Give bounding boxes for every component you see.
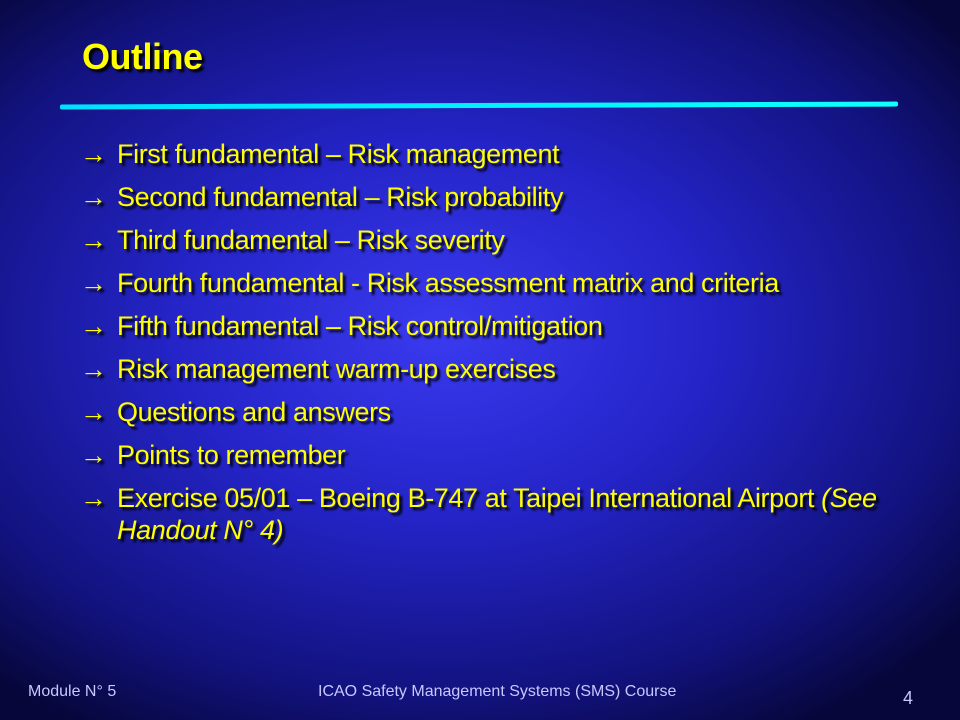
list-item-text: Third fundamental – Risk severity <box>117 225 505 255</box>
outline-list <box>80 138 880 557</box>
right-arrow-icon: → <box>80 354 107 384</box>
list-item <box>80 396 880 428</box>
list-item <box>80 181 880 213</box>
right-arrow-icon: → <box>80 311 107 341</box>
right-arrow-icon: → <box>80 440 107 470</box>
title-underline <box>60 102 898 110</box>
right-arrow-icon: → <box>80 268 107 298</box>
list-item-text: Fifth fundamental – Risk control/mitigation <box>117 311 603 341</box>
right-arrow-icon: → <box>80 182 107 212</box>
list-item <box>80 482 880 546</box>
footer-course: ICAO Safety Management Systems (SMS) Course <box>318 683 677 700</box>
list-item-text: Fourth fundamental - Risk assessment matrix and criteria <box>117 268 779 298</box>
slide-title: Outline <box>82 36 203 77</box>
list-item <box>80 224 880 256</box>
right-arrow-icon: → <box>80 483 107 513</box>
list-item-text: Risk management warm-up exercises <box>117 354 556 384</box>
handout-reference: (See Handout N° 4) <box>117 483 877 545</box>
list-item <box>80 267 880 299</box>
list-item-text: First fundamental – Risk management <box>117 139 560 169</box>
list-item <box>80 353 880 385</box>
right-arrow-icon: → <box>80 397 107 427</box>
list-item-text: Second fundamental – Risk probability <box>117 182 563 212</box>
list-item-text: Points to remember <box>117 440 346 470</box>
list-item <box>80 138 880 170</box>
list-item-text: Exercise 05/01 – Boeing B-747 at Taipei International Airport <box>117 483 822 513</box>
list-item-text: Questions and answers <box>117 397 391 427</box>
right-arrow-icon: → <box>80 139 107 169</box>
right-arrow-icon: → <box>80 225 107 255</box>
list-item <box>80 310 880 342</box>
page-number: 4 <box>903 688 914 708</box>
footer-module: Module N° 5 <box>28 683 117 700</box>
list-item <box>80 439 880 471</box>
